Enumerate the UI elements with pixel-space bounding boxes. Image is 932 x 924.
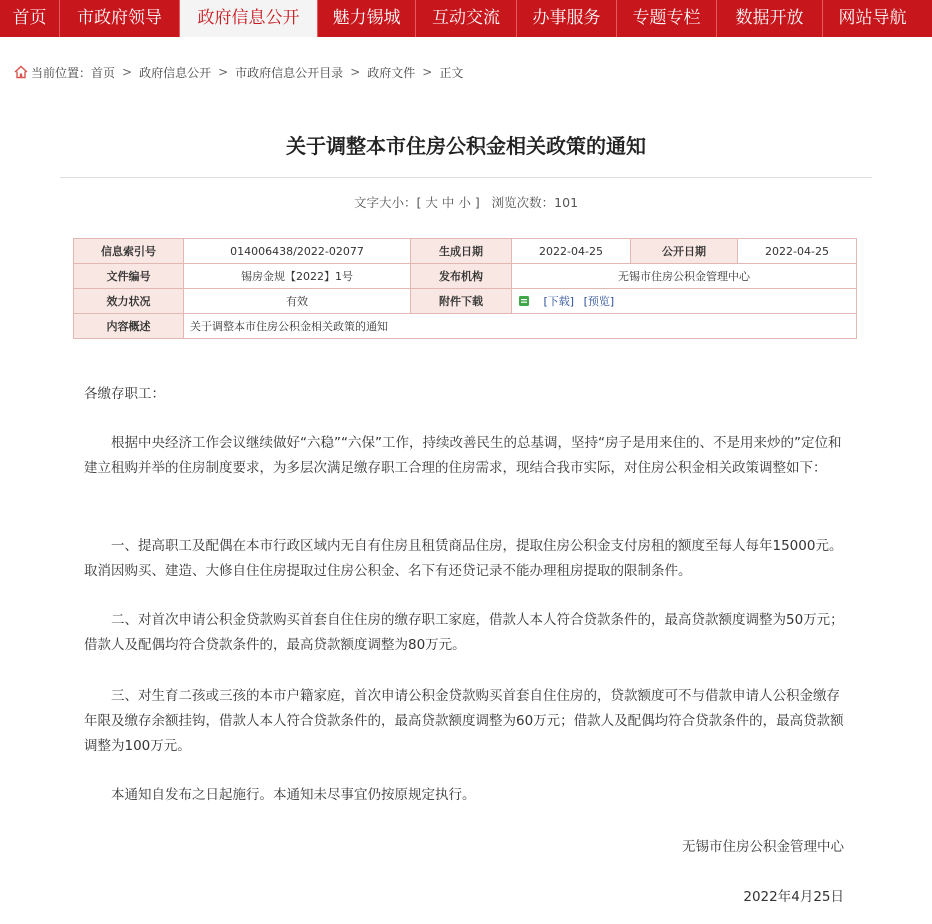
published-value: 2022-04-25: [738, 239, 857, 264]
attachment-cell: [512, 289, 857, 314]
nav-item-leaders[interactable]: 市政府领导: [77, 8, 162, 28]
article-meta: [0, 193, 932, 211]
breadcrumb-home[interactable]: 首页: [91, 65, 116, 80]
table-row: [74, 239, 857, 264]
table-row: [74, 314, 857, 339]
breadcrumb: [14, 63, 463, 81]
breadcrumb-separator: >: [122, 65, 133, 79]
breadcrumb-separator: >: [422, 65, 433, 79]
salutation: 各缴存职工：: [84, 386, 165, 402]
file-icon: [518, 295, 530, 307]
nav-item-topics[interactable]: 专题专栏: [632, 8, 701, 28]
created-value: 2022-04-25: [512, 239, 631, 264]
summary-label: 内容概述: [74, 314, 184, 339]
doc-no-value: 锡房金规【2022】1号: [184, 264, 411, 289]
paragraph-item-1: 一、提高职工及配偶在本市行政区域内无自有住房且租赁商品住房，提取住房公积金支付房租的额度至每人每年15000元。取消因购买、建造、大修自住住房提取过住房公积金、名下有还贷记录不能办理租房提取的限制条件。: [84, 538, 843, 579]
nav-item-gov-info[interactable]: 政府信息公开: [180, 0, 317, 37]
index-label: 信息索引号: [74, 239, 184, 264]
breadcrumb-gov-info[interactable]: 政府信息公开: [139, 65, 212, 80]
nav-item-interaction[interactable]: 互动交流: [432, 8, 500, 28]
summary-value: 关于调整本市住房公积金相关政策的通知: [184, 314, 857, 339]
paragraph-item-3: 三、对生育二孩或三孩的本市户籍家庭，首次申请公积金贷款购买首套自住住房的，贷款额度可不与借款申请人公积金缴存年限及缴存余额挂钩，借款人本人符合贷款条件的，最高贷款额度调整为60万元；借款人及配偶均符合贷款条件的，最高贷款额调整为100万元。: [84, 688, 844, 754]
font-size-close: ]: [474, 195, 480, 210]
status-value: 有效: [184, 289, 411, 314]
font-size-small[interactable]: 小: [458, 195, 471, 210]
signature-date: 2022年4月25日: [743, 889, 844, 905]
page-title: 关于调整本市住房公积金相关政策的通知: [286, 134, 646, 158]
top-nav: [0, 0, 932, 37]
font-size-large[interactable]: 大: [425, 195, 438, 210]
title-divider: [60, 177, 872, 178]
views-count: 101: [554, 195, 579, 210]
breadcrumb-catalog[interactable]: 市政府信息公开目录: [235, 65, 344, 80]
signature: 无锡市住房公积金管理中心: [682, 839, 844, 855]
issuer-value: 无锡市住房公积金管理中心: [512, 264, 857, 289]
breadcrumb-separator: >: [218, 65, 229, 79]
breadcrumb-current: 正文: [439, 65, 464, 80]
nav-item-services[interactable]: 办事服务: [532, 8, 601, 28]
nav-item-home[interactable]: 首页: [12, 8, 47, 28]
breadcrumb-prefix: 当前位置：: [31, 65, 92, 80]
nav-item-open-data[interactable]: 数据开放: [735, 8, 804, 28]
table-row: [74, 264, 857, 289]
font-size-label: 文字大小：[: [353, 195, 422, 210]
info-table: [73, 238, 857, 339]
download-link[interactable]: [下载]: [543, 295, 575, 308]
index-value: 014006438/2022-02077: [184, 239, 411, 264]
breadcrumb-separator: >: [350, 65, 361, 79]
nav-item-charm-city[interactable]: 魅力锡城: [332, 8, 401, 28]
breadcrumb-gov-docs[interactable]: 政府文件: [367, 65, 416, 80]
doc-no-label: 文件编号: [74, 264, 184, 289]
home-icon: [14, 65, 28, 79]
nav-item-site-map[interactable]: 网站导航: [838, 8, 907, 28]
status-label: 效力状况: [74, 289, 184, 314]
preview-link[interactable]: [预览]: [583, 295, 615, 308]
paragraph-closing: 本通知自发布之日起施行。本通知未尽事宜仍按原规定执行。: [111, 787, 476, 803]
published-label: 公开日期: [631, 239, 738, 264]
attachment-label: 附件下载: [411, 289, 512, 314]
created-label: 生成日期: [411, 239, 512, 264]
issuer-label: 发布机构: [411, 264, 512, 289]
table-row: [74, 289, 857, 314]
font-size-medium[interactable]: 中: [441, 195, 455, 210]
paragraph-item-2: 二、对首次申请公积金贷款购买首套自住住房的缴存职工家庭，借款人本人符合贷款条件的，最高贷款额度调整为50万元；借款人及配偶均符合贷款条件的，最高贷款额度调整为80万元。: [84, 612, 844, 653]
paragraph-intro: 根据中央经济工作会议继续做好“六稳”“六保”工作，持续改善民生的总基调，坚持“房子是用来住的、不是用来炒的”定位和建立租购并举的住房制度要求，为多层次满足缴存职工合理的住房需求，现结合我市实际，对住房公积金相关政策调整如下：: [84, 435, 842, 476]
views-label: 浏览次数：: [491, 195, 555, 210]
